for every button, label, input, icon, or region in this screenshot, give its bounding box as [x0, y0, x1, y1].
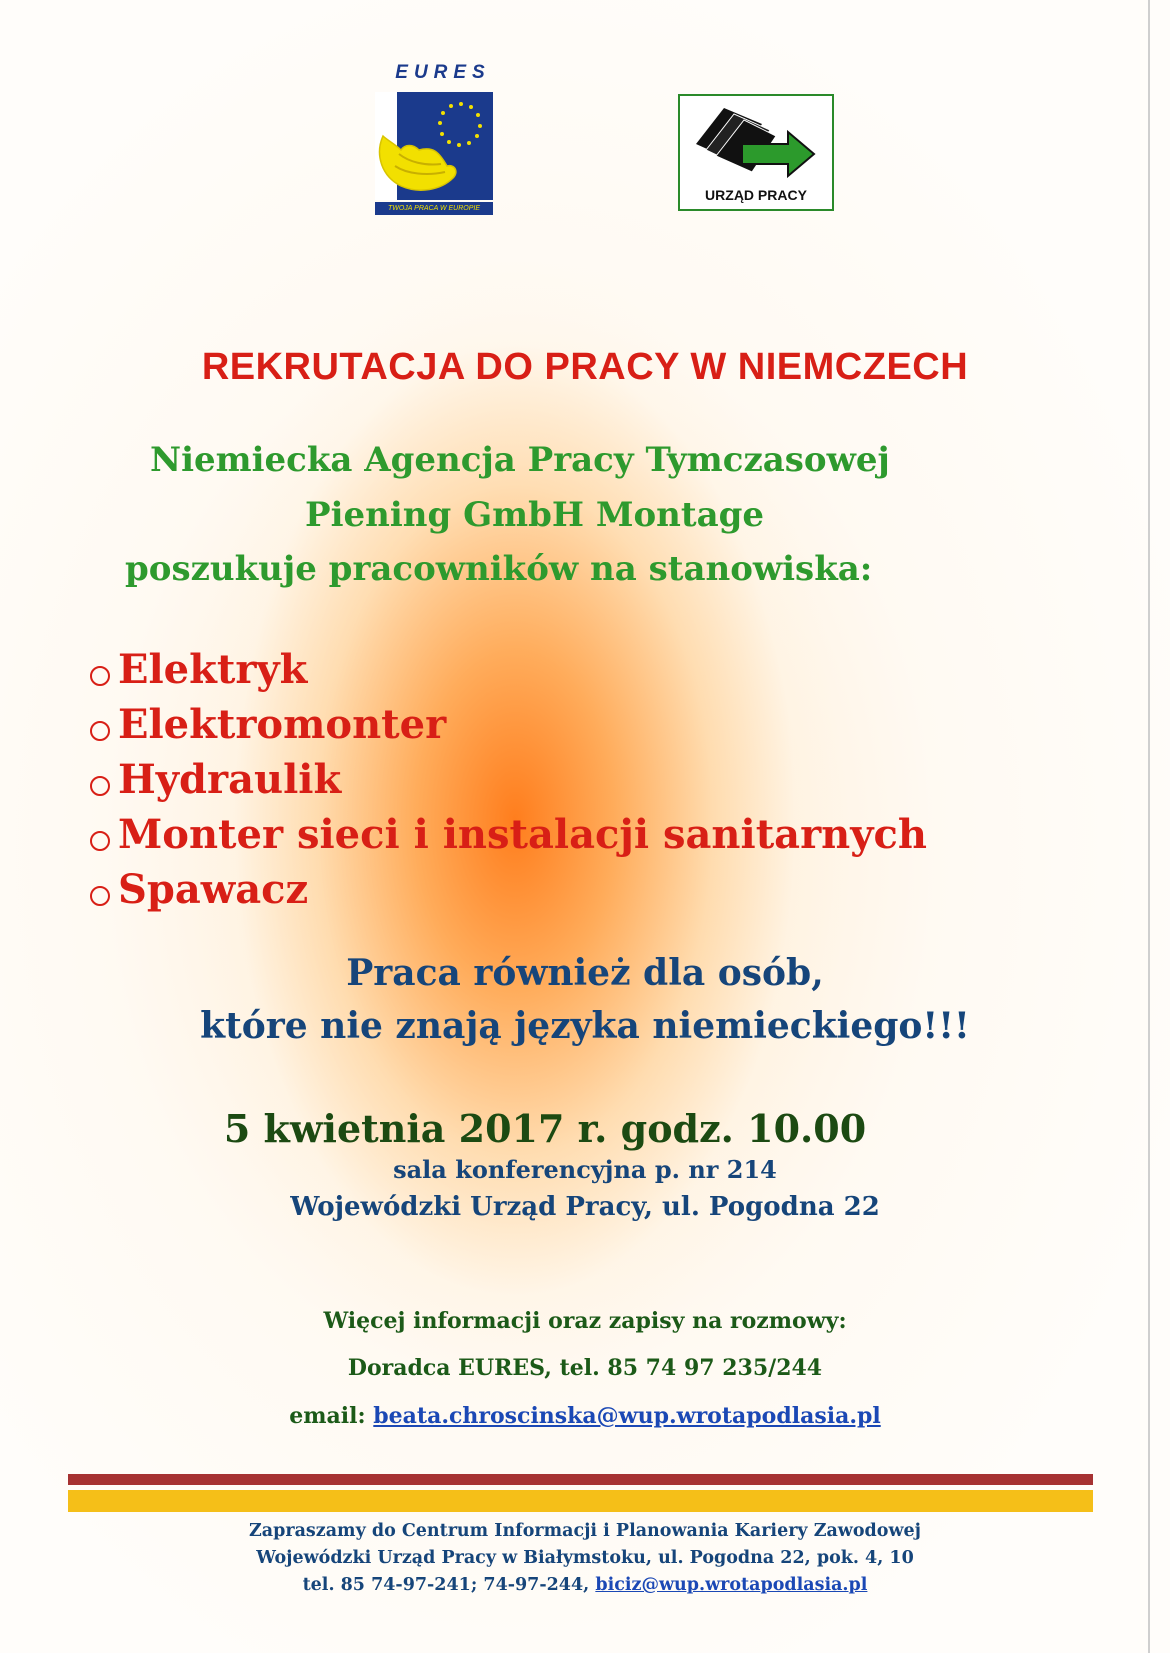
- event-date: 5 kwietnia 2017 r. godz. 10.00: [223, 1106, 867, 1151]
- documents-arrow-icon: [692, 100, 820, 180]
- poster-title: REKRUTACJA DO PRACY W NIEMCZECH: [201, 346, 969, 388]
- email-link[interactable]: beata.chroscinska@wup.wrotapodlasia.pl: [373, 1403, 881, 1429]
- circle-bullet-icon: [90, 721, 110, 741]
- list-item: [90, 752, 927, 807]
- list-item: [90, 862, 927, 917]
- eures-hand-icon: [375, 92, 493, 200]
- position-label: Elektryk: [118, 646, 308, 693]
- list-item: [90, 697, 927, 752]
- circle-bullet-icon: [90, 831, 110, 851]
- eures-tagline: TWOJA PRACA W EUROPIE: [375, 202, 493, 215]
- eures-wordmark: EURES: [395, 62, 491, 83]
- circle-bullet-icon: [90, 666, 110, 686]
- intro-line-1: Niemiecka Agencja Pracy Tymczasowej: [150, 440, 890, 480]
- note-line-2: które nie znają języka niemieckiego!!!: [200, 1005, 970, 1047]
- advisor-phone: Doradca EURES, tel. 85 74 97 235/244: [347, 1355, 823, 1381]
- positions-list: [90, 642, 927, 917]
- footer-line-3: [0, 1575, 1170, 1595]
- event-room: sala konferencyjna p. nr 214: [393, 1155, 777, 1184]
- urzad-pracy-label: URZĄD PRACY: [705, 187, 807, 203]
- event-address: Wojewódzki Urząd Pracy, ul. Pogodna 22: [290, 1192, 880, 1222]
- circle-bullet-icon: [90, 776, 110, 796]
- intro-line-2: Piening GmbH Montage: [305, 495, 764, 535]
- eures-logo: [375, 62, 497, 217]
- footer-email-link[interactable]: biciz@wup.wrotapodlasia.pl: [595, 1575, 868, 1595]
- position-label: Monter sieci i instalacji sanitarnych: [118, 811, 927, 858]
- position-label: Spawacz: [118, 866, 309, 913]
- footer-line-2: Wojewódzki Urząd Pracy w Białymstoku, ul. Pogodna 22, pok. 4, 10: [256, 1548, 914, 1568]
- divider-yellow: [68, 1490, 1093, 1512]
- circle-bullet-icon: [90, 886, 110, 906]
- divider-red: [68, 1474, 1093, 1485]
- list-item: [90, 807, 927, 862]
- footer-phones: tel. 85 74-97-241; 74-97-244,: [302, 1575, 590, 1595]
- footer-line-1: Zapraszamy do Centrum Informacji i Planowania Kariery Zawodowej: [249, 1521, 921, 1541]
- urzad-pracy-logo: [678, 94, 834, 211]
- email-line: [0, 1403, 1170, 1429]
- email-label: email:: [289, 1403, 366, 1429]
- position-label: Elektromonter: [118, 701, 447, 748]
- intro-line-3: poszukuje pracowników na stanowiska:: [125, 549, 873, 589]
- note-line-1: Praca również dla osób,: [346, 952, 824, 994]
- more-info-text: Więcej informacji oraz zapisy na rozmowy:: [323, 1308, 847, 1334]
- position-label: Hydraulik: [118, 756, 342, 803]
- list-item: [90, 642, 927, 697]
